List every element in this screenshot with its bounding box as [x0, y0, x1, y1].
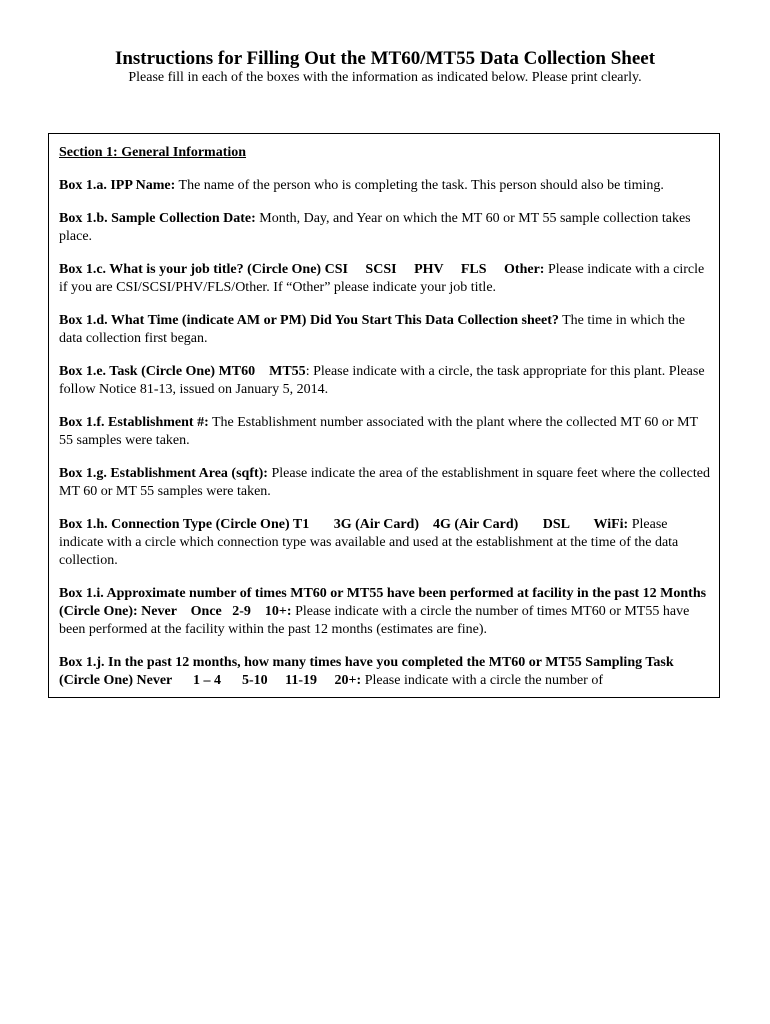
box-text: The time in which the data collection first began. — [59, 313, 685, 346]
box-text: Please indicate with a circle if you are CSI/SCSI/PHV/FLS/Other. If “Other” please indicate your job title. — [59, 262, 705, 295]
box-label: Box 1.c. What is your job title? (Circle One) CSI SCSI PHV FLS Other: — [59, 262, 545, 277]
box-text: The name of the person who is completing the task. This person should also be timing. — [175, 178, 664, 193]
box-label: Box 1.j. In the past 12 months, how many times have you completed the MT60 or MT55 Sampling Task (Circle One) Never 1 – 4 5-10 11-19 20+: — [59, 655, 678, 688]
box-label: Box 1.i. Approximate number of times MT60 or MT55 have been performed at facility in the past 12 Months (Circle One): Never Once 2-9 10+: — [59, 586, 710, 619]
box-text: Please indicate with a circle the number of — [361, 673, 603, 688]
document-title: Instructions for Filling Out the MT60/MT55 Data Collection Sheet — [114, 48, 656, 69]
box-label: Box 1.a. IPP Name: — [59, 178, 176, 193]
box-1e-instruction — [59, 363, 711, 399]
box-1b-instruction — [59, 210, 711, 246]
box-text: The Establishment number associated with the plant where the collected MT 60 or MT 55 samples were taken. — [59, 415, 698, 448]
box-label: Box 1.f. Establishment #: — [59, 415, 209, 430]
document-subtitle: Please fill in each of the boxes with the information as indicated below. Please print clearly. — [128, 70, 642, 85]
box-1f-instruction — [59, 414, 711, 450]
box-1h-instruction — [59, 516, 711, 570]
box-label: Box 1.b. Sample Collection Date: — [59, 211, 256, 226]
box-1j-instruction — [59, 654, 711, 690]
box-1a-instruction — [59, 177, 711, 195]
box-text: Please indicate with a circle the number of times MT60 or MT55 have been performed at the facility within the past 12 months (estimates are fine). — [59, 604, 690, 637]
box-1c-instruction — [59, 261, 711, 297]
box-label: Box 1.h. Connection Type (Circle One) T1 3G (Air Card) 4G (Air Card) DSL WiFi: — [59, 517, 629, 532]
section-heading: Section 1: General Information — [59, 145, 247, 160]
box-text: Month, Day, and Year on which the MT 60 or MT 55 sample collection takes place. — [59, 211, 691, 244]
box-label: Box 1.e. Task (Circle One) MT60 MT55 — [59, 364, 306, 379]
box-1g-instruction — [59, 465, 711, 501]
instructions-box — [48, 133, 720, 698]
instructions-content — [59, 144, 711, 698]
box-1i-instruction — [59, 585, 711, 639]
box-label: Box 1.g. Establishment Area (sqft): — [59, 466, 268, 481]
box-text: Please indicate with a circle which connection type was available and used at the establishment at the time of the data collection. — [59, 517, 679, 568]
box-text: Please indicate the area of the establishment in square feet where the collected MT 60 or MT 55 samples were taken. — [59, 466, 710, 499]
box-label: Box 1.d. What Time (indicate AM or PM) Did You Start This Data Collection sheet? — [59, 313, 559, 328]
box-text: : Please indicate with a circle, the task appropriate for this plant. Please follow Notice 81-13, issued on January 5, 2014. — [59, 364, 705, 397]
box-1d-instruction — [59, 312, 711, 348]
